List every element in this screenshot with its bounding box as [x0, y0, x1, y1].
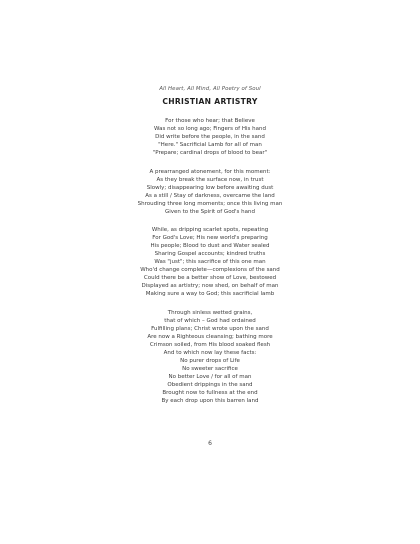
poem-line: Was not so long ago; Fingers of His hand	[154, 126, 266, 132]
page-number: 6	[208, 440, 212, 447]
poem-line: that of which – God had ordained	[164, 317, 256, 324]
poem-line: Obedient drippings in the sand	[167, 381, 253, 388]
poem-line: For those who hear; that Believe	[165, 118, 255, 124]
running-header: All Heart, All Mind, All Poetry of Soul	[159, 86, 261, 92]
poem-line: Sharing Gospel accounts; kindred truths	[154, 251, 266, 257]
poem-line: Fulfilling plans; Christ wrote upon the sand	[151, 325, 269, 332]
stanza-1	[0, 117, 420, 157]
poem-line: While, as dripping scarlet spots, repeating	[151, 227, 269, 233]
poem-line: Could there be a better show of Love, bestowed	[143, 275, 277, 281]
poem-line: As they break the surface now, in trust	[156, 176, 264, 183]
poem-line: His people; Blood to dust and Water sealed	[150, 243, 270, 249]
poem-line: Are now a Righteous cleansing; bathing more	[147, 333, 273, 340]
poem-line: Given to the Spirit of God's hand	[164, 208, 256, 215]
stanza-3	[0, 226, 420, 298]
poem-line: A prearranged atonement, for this moment:	[149, 168, 271, 175]
stanza-2	[0, 168, 420, 216]
poem-line: Brought now to fullness at the end	[162, 389, 258, 396]
poem-line: By each drop upon this barren land	[161, 397, 259, 404]
poem-line: And to which now lay these facts:	[163, 349, 257, 356]
poem-line: No sweeter sacrifice	[182, 365, 238, 372]
poem-line: For God's Love; His new world's preparing	[152, 235, 268, 241]
poem-line: No purer drops of Life	[180, 357, 240, 364]
poem-line: Through sinless wetted grains,	[167, 309, 253, 316]
poem-line: No better Love / for all of man	[168, 373, 252, 380]
poem-line: Slowly; disappearing low before awaiting dust	[146, 184, 274, 191]
poem-line: Who'd change complete—complexions of the sand	[140, 267, 280, 273]
poem-title: CHRISTIAN ARTISTRY	[162, 97, 258, 106]
poem-line: Shrouding three long moments; once this living man	[137, 200, 283, 207]
poem-line: Was "just"; this sacrifice of this one man	[154, 259, 266, 265]
poem-line: As a still / Stay of darkness, overcame the land	[145, 192, 275, 199]
poem-line: Did write before the people, in the sand	[155, 134, 265, 140]
poem-line: Displayed as artistry; now shed, on behalf of man	[141, 283, 279, 289]
poem-line: Making sure a way to God; this sacrificial lamb	[145, 291, 275, 297]
poem-body	[0, 117, 420, 415]
poem-line: "Prepare; cardinal drops of blood to bear"	[152, 150, 268, 156]
poem-line: Crimson soiled, from His blood soaked flesh	[149, 341, 271, 348]
poem-line: "Here." Sacrificial Lamb for all of man	[158, 142, 262, 148]
stanza-4	[0, 309, 420, 405]
